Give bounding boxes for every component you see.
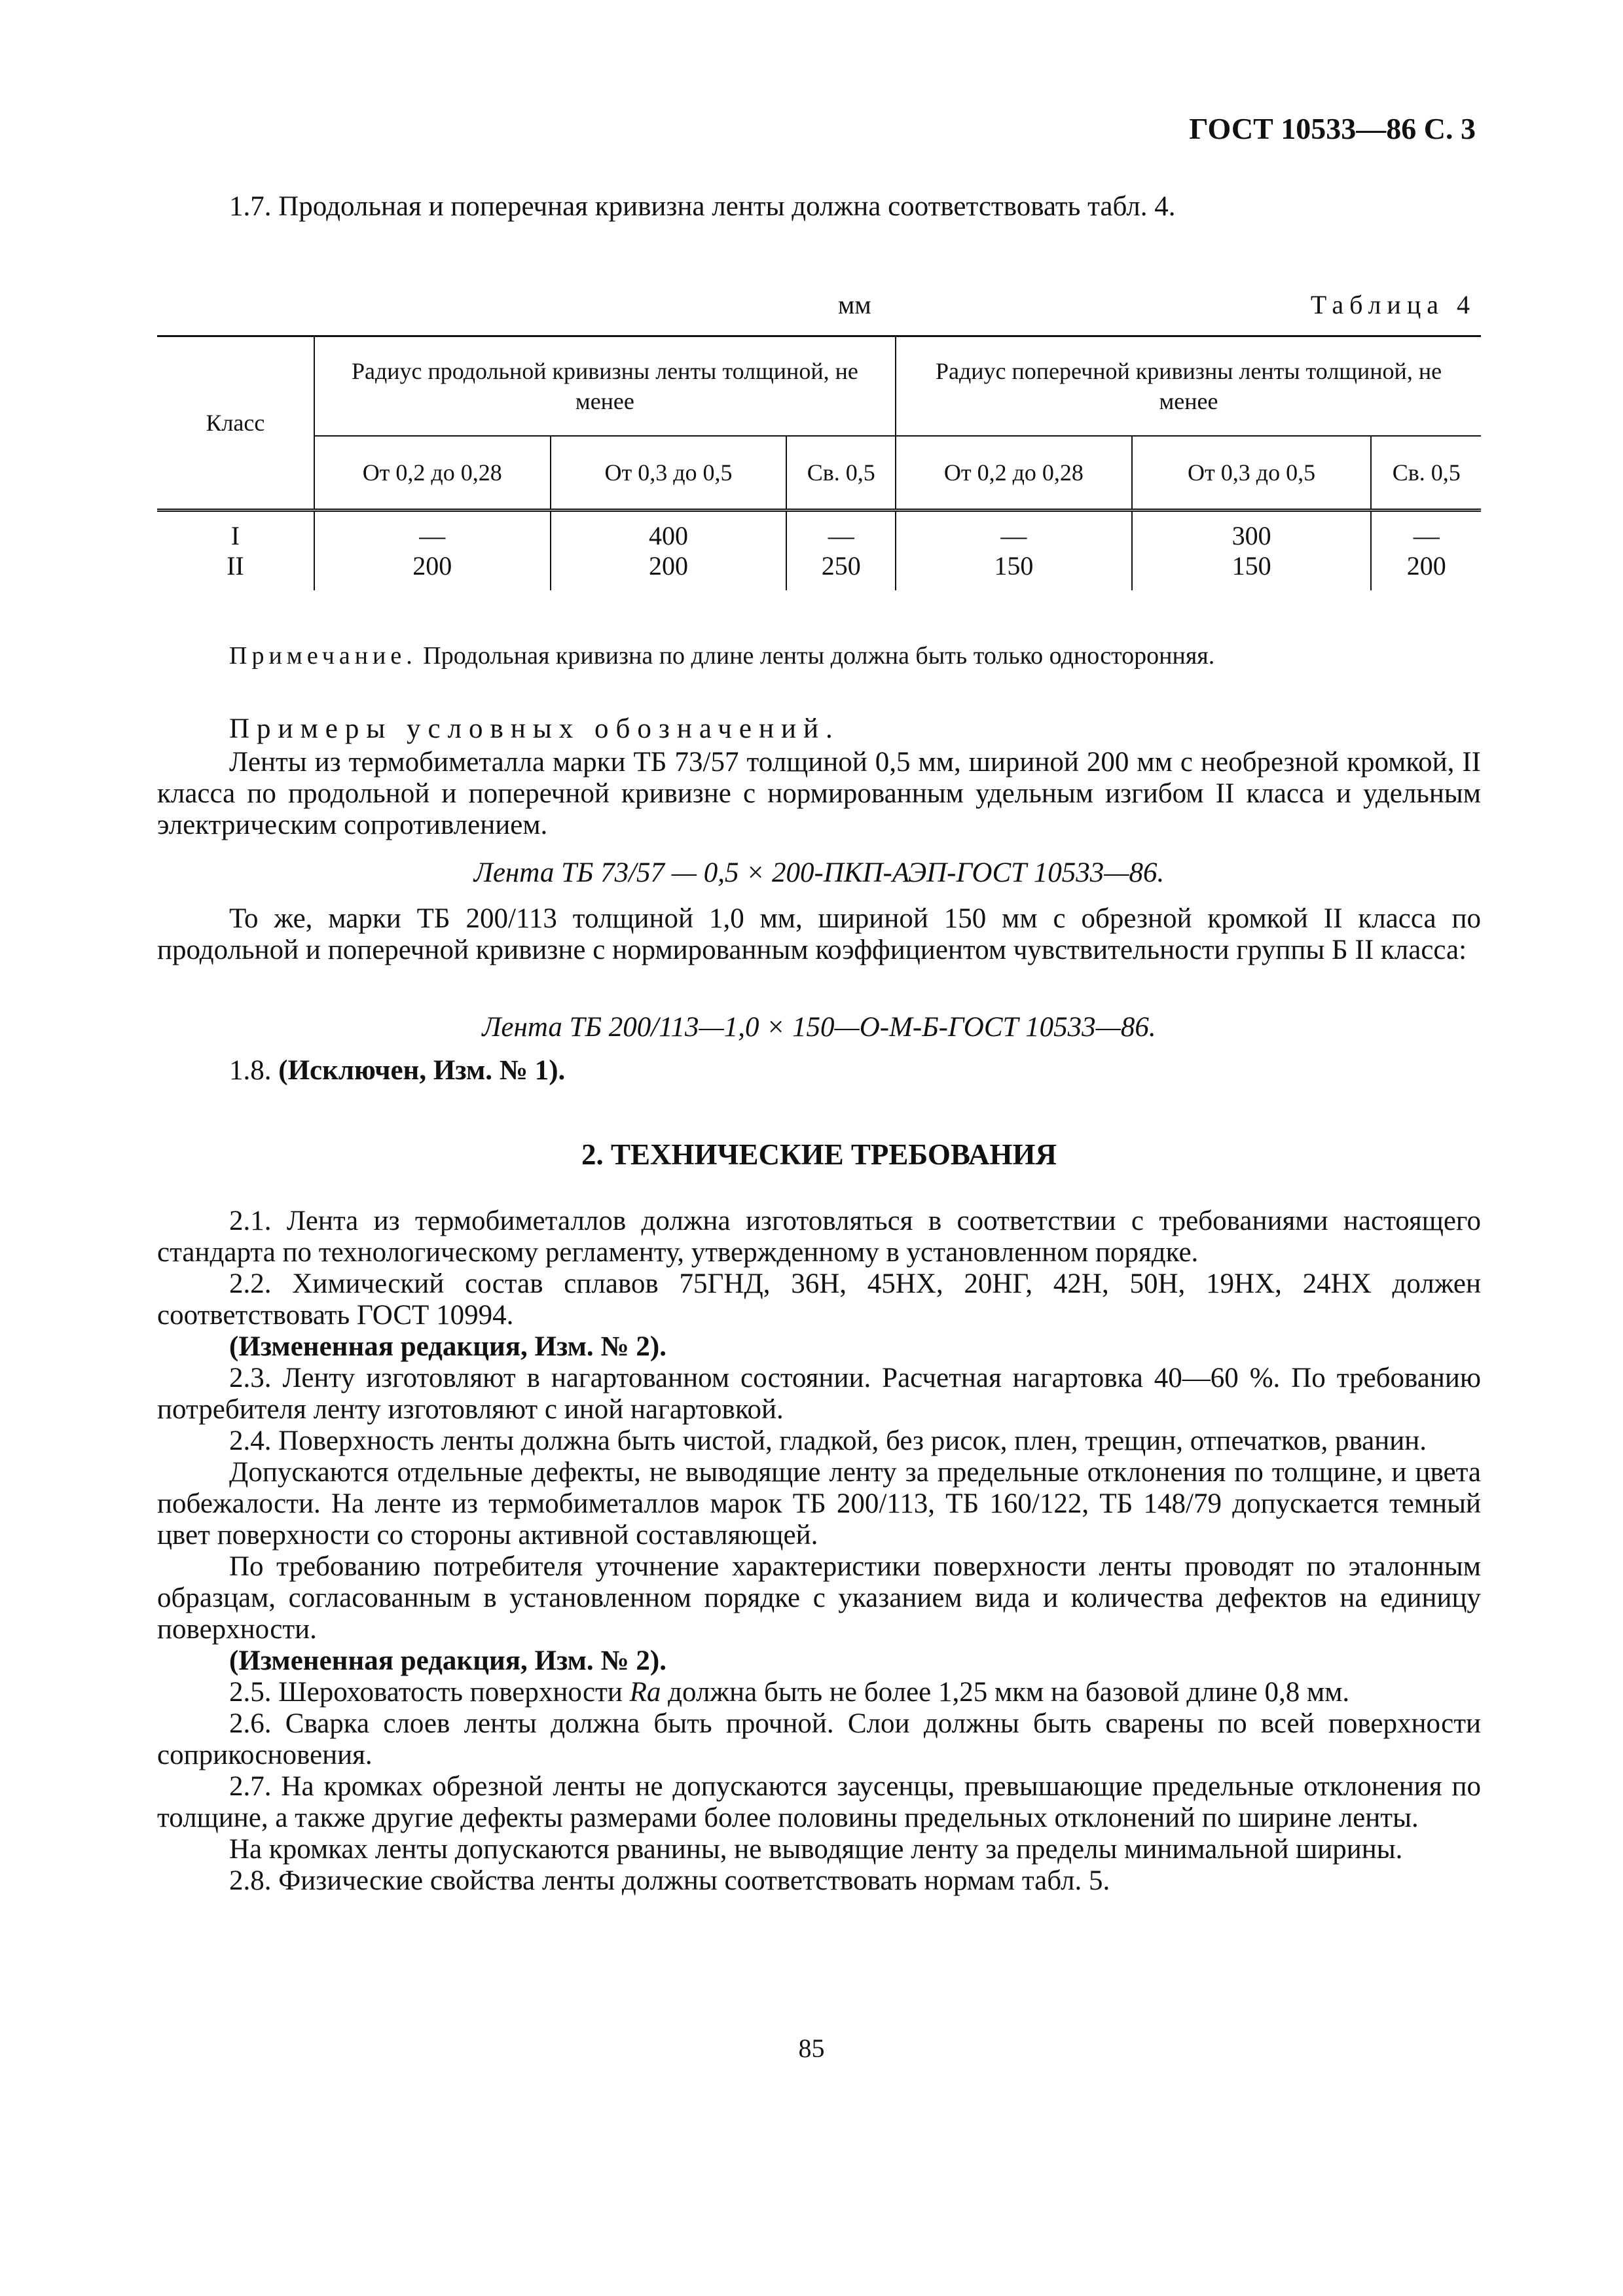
paragraph-2-7-edges: На кромках ленты допускаются рванины, не выводящие ленту за пределы минимальной ширины. bbox=[229, 1834, 1403, 1865]
col-group-longitudinal: Радиус продольной кривизны ленты толщиной, не менее bbox=[314, 336, 896, 437]
table-cell: 200 bbox=[551, 551, 787, 590]
section-2-body bbox=[157, 1206, 1481, 1897]
subcol-header: Св. 0,5 bbox=[786, 436, 896, 511]
table-cell: I bbox=[230, 521, 240, 550]
table-note bbox=[229, 641, 1214, 670]
table-cell: — bbox=[1371, 511, 1481, 552]
amendment-note: (Измененная редакция, Изм. № 2). bbox=[229, 1645, 666, 1676]
note-label: Примечание. bbox=[229, 642, 417, 670]
paragraph-1-8: 1.8. (Исключен, Изм. № 1). bbox=[229, 1055, 566, 1086]
paragraph-2-7: 2.7. На кромках обрезной ленты не допускаются заусенцы, превышающие предельные отклонения по толщине, а также другие дефекты размерами более половины предельных отклонений по ширине ленты. bbox=[157, 1771, 1481, 1833]
table-cell: 300 bbox=[1132, 511, 1372, 552]
subcol-header: От 0,3 до 0,5 bbox=[1132, 436, 1372, 511]
paragraph-1-7: 1.7. Продольная и поперечная кривизна ленты должна соответствовать табл. 4. bbox=[229, 191, 1176, 222]
paragraph-2-5: 2.5. Шероховатость поверхности Ra должна быть не более 1,25 мкм на базовой длине 0,8 мм. bbox=[229, 1677, 1350, 1708]
example-1: Ленты из термобиметалла марки ТБ 73/57 толщиной 0,5 мм, шириной 200 мм с необрезной кромкой, II класса по продольной и поперечной кривизне с нормированным удельным изгибом II класса и удельным электрическим сопротивлением. bbox=[157, 747, 1481, 840]
page-number: 85 bbox=[798, 2034, 825, 2063]
paragraph-2-4-samples: По требованию потребителя уточнение характеристики поверхности ленты проводят по эталонным образцам, согласованным в установленном порядке с указанием вида и количества дефектов на единицу поверхности. bbox=[157, 1551, 1481, 1645]
table-cell: II bbox=[227, 551, 244, 581]
paragraph-2-8: 2.8. Физические свойства ленты должны соответствовать нормам табл. 5. bbox=[229, 1865, 1110, 1896]
table-cell: 400 bbox=[551, 511, 787, 552]
designation-1: Лента ТБ 73/57 — 0,5 × 200-ПКП-АЭП-ГОСТ 10533—86. bbox=[473, 857, 1165, 888]
examples-heading: Примеры условных обозначений. bbox=[229, 713, 840, 744]
col-group-transverse: Радиус поперечной кривизны ленты толщиной, не менее bbox=[896, 336, 1481, 437]
table-cell: 150 bbox=[896, 551, 1132, 590]
table-cell: 150 bbox=[1132, 551, 1372, 590]
table-row bbox=[157, 511, 1481, 552]
subcol-header: От 0,2 до 0,28 bbox=[314, 436, 551, 511]
designation-2: Лента ТБ 200/113—1,0 × 150—О-М-Б-ГОСТ 10533—86. bbox=[482, 1012, 1156, 1043]
example-2: То же, марки ТБ 200/113 толщиной 1,0 мм, шириной 150 мм с обрезной кромкой II класса по продольной и поперечной кривизне с нормированным коэффициентом чувствительности группы Б II класса: bbox=[157, 903, 1481, 965]
table-row bbox=[157, 551, 1481, 590]
amendment-note: (Измененная редакция, Изм. № 2). bbox=[229, 1331, 666, 1362]
note-text: Продольная кривизна по длине ленты должна быть только односторонняя. bbox=[416, 642, 1215, 670]
table-cell: — bbox=[896, 511, 1132, 552]
subcol-header: От 0,3 до 0,5 bbox=[551, 436, 787, 511]
paragraph-2-2: 2.2. Химический состав сплавов 75ГНД, 36Н, 45НХ, 20НГ, 42Н, 50Н, 19НХ, 24НХ должен соответствовать ГОСТ 10994. bbox=[157, 1268, 1481, 1331]
paragraph-2-1: 2.1. Лента из термобиметаллов должна изготовляться в соответствии с требованиями настоящего стандарта по технологическому регламенту, утвержденному в установленном порядке. bbox=[157, 1206, 1481, 1268]
paragraph-2-6: 2.6. Сварка слоев ленты должна быть прочной. Слои должны быть сварены по всей поверхности соприкосновения. bbox=[157, 1708, 1481, 1770]
table-cell: 250 bbox=[786, 551, 896, 590]
table-cell: 200 bbox=[314, 551, 551, 590]
paragraph-2-3: 2.3. Ленту изготовляют в нагартованном состоянии. Расчетная нагартовка 40—60 %. По требованию потребителя ленту изготовляют с иной нагартовкой. bbox=[157, 1363, 1481, 1425]
table-unit: мм bbox=[838, 290, 871, 319]
col-header-class: Класс bbox=[157, 336, 314, 511]
subcol-header: От 0,2 до 0,28 bbox=[896, 436, 1132, 511]
table-cell: — bbox=[786, 511, 896, 552]
table-title: Таблица 4 bbox=[1310, 290, 1476, 319]
table-cell: 200 bbox=[1371, 551, 1481, 590]
table-cell: — bbox=[314, 511, 551, 552]
table-4 bbox=[157, 335, 1481, 590]
document-header: ГОСТ 10533—86 С. 3 bbox=[1189, 112, 1476, 145]
paragraph-2-4-defects: Допускаются отдельные дефекты, не выводящие ленту за предельные отклонения по толщине, и цвета побежалости. На ленте из термобиметаллов марок ТБ 200/113, ТБ 160/122, ТБ 148/79 допускается темный цвет поверхности со стороны активной составляющей. bbox=[157, 1457, 1481, 1551]
section-2-title: 2. ТЕХНИЧЕСКИЕ ТРЕБОВАНИЯ bbox=[581, 1138, 1057, 1171]
subcol-header: Св. 0,5 bbox=[1371, 436, 1481, 511]
paragraph-2-4: 2.4. Поверхность ленты должна быть чистой, гладкой, без рисок, плен, трещин, отпечатков, рванин. bbox=[229, 1426, 1427, 1456]
